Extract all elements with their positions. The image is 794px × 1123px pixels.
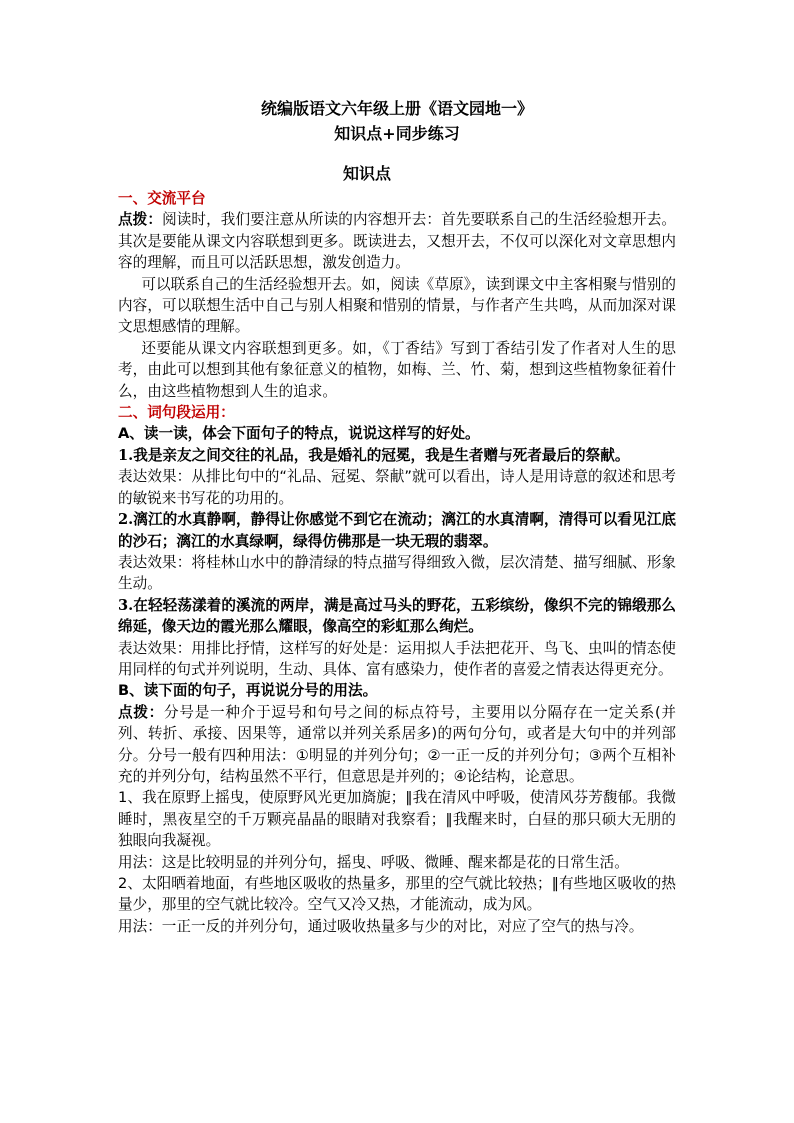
- tip-text: 阅读时，我们要注意从所读的内容想开去：首先要联系自己的生活经验想开去。其次是要能从课文内容联想到更多。既读进去，又想开去，不仅可以深化对文章思想内容的理解，而且可以活跃思想，激发创造力。: [118, 211, 676, 272]
- content-body: [118, 188, 676, 937]
- part2-b-title: B、读下面的句子，再说说分号的用法。: [118, 682, 378, 700]
- item1-answer: 表达效果：从排比句中的“礼品、冠冕、祭献”就可以看出，诗人是用诗意的叙述和思考的敏锐来书写花的功用的。: [118, 468, 676, 507]
- part1-tip: [118, 209, 676, 273]
- part2-a-title: A、读一读，体会下面句子的特点，说说这样写的好处。: [118, 425, 480, 443]
- b-item1-usage: 用法：这是比较明显的并列分句，摇曳、呼吸、微睡、醒来都是花的日常生活。: [118, 853, 629, 871]
- part1-para2: 可以联系自己的生活经验想开去。如，阅读《草原》，读到课文中主客相聚与惜别的内容，可以联想生活中自己与别人相聚和惜别的情景，与作者产生共鸣，从而加深对课文思想感情的理解。: [118, 275, 676, 336]
- part2-b-tip: [118, 702, 676, 788]
- part2-heading: 二、词句段运用：: [118, 404, 235, 422]
- section-label: 知识点: [342, 164, 391, 183]
- tip-label: 点拨：: [118, 211, 163, 229]
- item3-answer: 表达效果：用排比抒情，这样写的好处是：运用拟人手法把花开、鸟飞、虫叫的情态使用同样的句式并列说明，生动、具体、富有感染力，使作者的喜爱之情表达得更充分。: [118, 639, 676, 678]
- doc-title-line1: 统编版语文六年级上册《语文园地一》: [260, 99, 533, 118]
- b-item1-sentence: 1、我在原野上摇曳，使原野风光更加旖旎；‖我在清风中呼吸，使清风芬芳馥郁。我微睡时，黑夜星空的千万颗亮晶晶的眼睛对我察看；‖我醒来时，白昼的那只硕大无朋的独眼向我凝视。: [118, 789, 676, 850]
- item1-question: 1.我是亲友之间交往的礼品，我是婚礼的冠冕，我是生者赠与死者最后的祭献。: [118, 446, 630, 464]
- item2-question: 2.漓江的水真静啊，静得让你感觉不到它在流动；漓江的水真清啊，清得可以看见江底的沙石；漓江的水真绿啊，绿得仿佛那是一块无瑕的翡翠。: [118, 511, 676, 550]
- item3-question: 3.在轻轻荡漾着的溪流的两岸，满是高过马头的野花，五彩缤纷，像织不完的锦缎那么绵延，像天边的霞光那么耀眼，像高空的彩虹那么绚烂。: [118, 596, 676, 636]
- b-tip-label: 点拨：: [118, 703, 165, 721]
- document-page: [118, 96, 676, 937]
- doc-title-line2: 知识点+同步练习: [334, 124, 460, 143]
- b-item2-sentence: 2、太阳晒着地面，有些地区吸收的热量多，那里的空气就比较热；‖有些地区吸收的热量少，那里的空气就比较冷。空气又冷又热，才能流动，成为风。: [118, 875, 676, 914]
- item2-answer: 表达效果：将桂林山水中的静清绿的特点描写得细致入微，层次清楚、描写细腻、形象生动。: [118, 553, 676, 593]
- part1-heading: 一、交流平台: [118, 190, 206, 207]
- part1-para3: 还要能从课文内容联想到更多。如，《丁香结》写到丁香结引发了作者对人生的思考，由此可以想到其他有象征意义的植物，如梅、兰、竹、菊，想到这些植物象征着什么，由这些植物想到人生的追求。: [118, 339, 676, 400]
- b-tip-text: 分号是一种介于逗号和句号之间的标点符号，主要用以分隔存在一定关系(并列、转折、承接、因果等，通常以并列关系居多)的两句分句，或者是大句中的并列部分。分号一般有四种用法：①明显的并列分句；②一正一反的并列分句；③两个互相补充的并列分句，结构虽然不平行，但意思是并列的；④论结构，论意思。: [118, 703, 676, 785]
- b-item2-usage: 用法：一正一反的并列分句，通过吸收热量多与少的对比，对应了空气的热与冷。: [118, 917, 644, 935]
